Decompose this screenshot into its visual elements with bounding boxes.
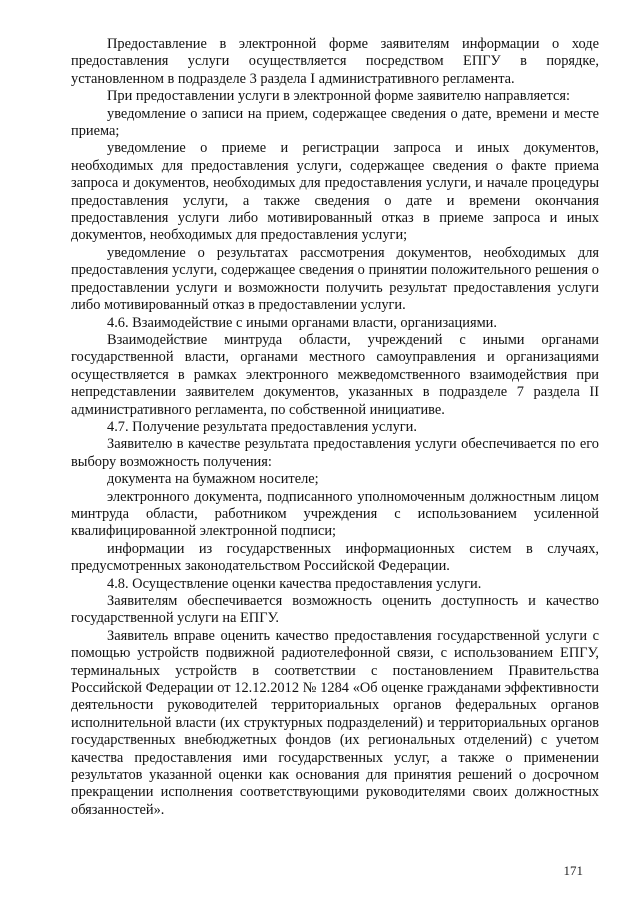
paragraph: уведомление о приеме и регистрации запроса и иных документов, необходимых для предоставления услуги, содержащее сведения о факте приема запроса и документов, необходимых для предоставления услуги, и начале процедуры предоставления услуги, а также сведения о дате и времени окончания предоставления услуги либо мотивированный отказ в приеме запроса и иных документов, необходимых для предоставления услуги; [71,140,599,244]
paragraph: Взаимодействие минтруда области, учреждений с иными органами государственной власти, органами местного самоуправления и организациями осуществляется в рамках электронного межведомственного взаимодействия при непредставлении заявителем документов, указанных в подразделе 7 раздела II административного регламента, по собственной инициативе. [71,331,599,418]
section-heading: 4.8. Осуществление оценки качества предоставления услуги. [107,575,482,592]
paragraph: документа на бумажном носителе; [107,471,319,488]
paragraph: информации из государственных информационных систем в случаях, предусмотренных законодательством Российской Федерации. [71,540,599,575]
paragraph: уведомление о результатах рассмотрения документов, необходимых для предоставления услуги, содержащее сведения о принятии положительного решения о предоставлении услуги и возможности получить результат предоставления услуги либо мотивированный отказ в предоставлении услуги. [71,244,599,314]
section-heading: 4.6. Взаимодействие с иными органами власти, организациями. [107,314,497,331]
paragraph: При предоставлении услуги в электронной форме заявителю направляется: [107,88,570,105]
paragraph: Заявителю в качестве результата предоставления услуги обеспечивается по его выбору возможность получения: [71,436,599,470]
paragraph: Заявителям обеспечивается возможность оценить доступность и качество государственной услуги на ЕПГУ. [71,593,599,627]
paragraph: электронного документа, подписанного уполномоченным должностным лицом минтруда области, работником учреждения с использованием усиленной квалифицированной электронной подписи; [71,488,599,540]
paragraph: Предоставление в электронной форме заявителям информации о ходе предоставления услуги осуществляется посредством ЕПГУ в порядке, установленном в подразделе 3 раздела I административного регламента. [71,36,599,87]
page-number: 171 [563,863,583,878]
paragraph: уведомление о записи на прием, содержащее сведения о дате, времени и месте приема; [71,105,599,140]
section-heading: 4.7. Получение результата предоставления услуги. [107,418,417,435]
document-body [71,36,599,819]
paragraph: Заявитель вправе оценить качество предоставления государственной услуги с помощью устройств подвижной радиотелефонной связи, с использованием ЕПГУ, терминальных устройств в соответствии с постановлением Правительства Российской Федерации от 12.12.2012 № 1284 «Об оценке гражданами эффективности деятельности руководителей территориальных органов федеральных органов исполнительной власти (их структурных подразделений) и территориальных органов государственных внебюджетных фондов (их региональных отделений) с учетом качества предоставления ими государственных услуг, а также о применении результатов указанной оценки как основания для принятия решений о досрочном прекращении исполнения соответствующими руководителями своих должностных обязанностей». [71,627,599,818]
